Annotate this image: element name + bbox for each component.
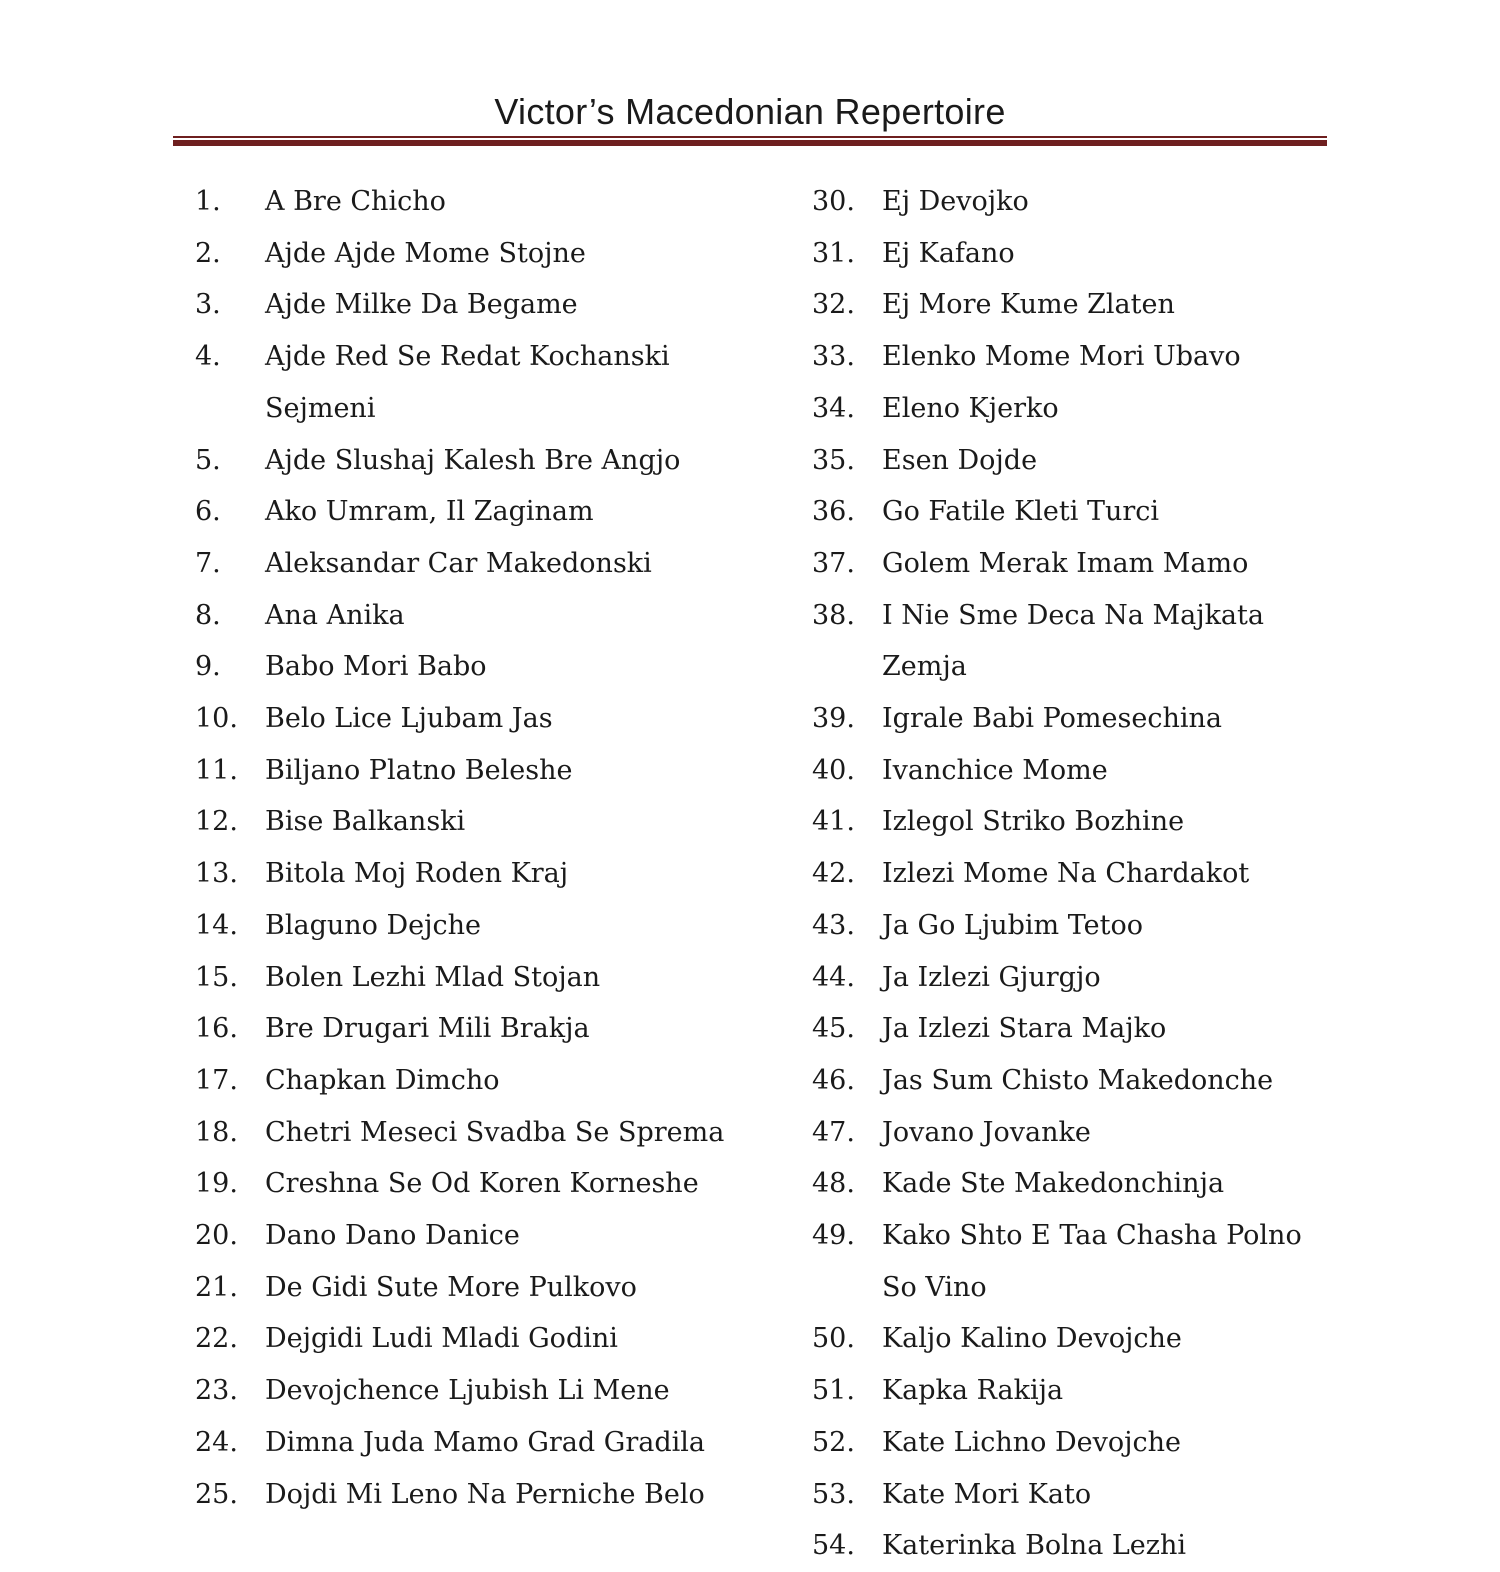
song-title: Ajde Slushaj Kalesh Bre Angjo	[265, 444, 681, 476]
song-number: 51.	[812, 1375, 855, 1407]
song-title: Ivanchice Mome	[882, 754, 1108, 786]
song-title: Jovano Jovanke	[882, 1116, 1091, 1148]
song-title: Kade Ste Makedonchinja	[882, 1168, 1225, 1200]
song-number: 2.	[195, 237, 221, 269]
song-list-item	[812, 383, 1332, 435]
song-number: 36.	[812, 496, 855, 528]
song-number: 7.	[195, 547, 221, 579]
song-number: 50.	[812, 1323, 855, 1355]
song-list-item	[195, 796, 755, 848]
song-list-item	[195, 1469, 755, 1521]
song-number: 54.	[812, 1530, 855, 1562]
title-double-rule	[173, 136, 1327, 148]
song-title: Ajde Milke Da Begame	[265, 289, 578, 321]
song-number: 40.	[812, 754, 855, 786]
song-number: 19.	[195, 1168, 238, 1200]
song-list-item	[195, 952, 755, 1004]
song-list-item	[195, 176, 755, 228]
song-number: 15.	[195, 961, 238, 993]
page-title: Victor’s Macedonian Repertoire	[494, 91, 1006, 132]
song-number: 5.	[195, 444, 221, 476]
song-number: 33.	[812, 341, 855, 373]
title-rule-thin	[173, 136, 1327, 138]
song-title: Ej Devojko	[882, 186, 1029, 217]
song-list-item	[195, 745, 755, 797]
song-title: Bise Balkanski	[265, 806, 466, 838]
song-number: 11.	[195, 754, 238, 786]
song-title: De Gidi Sute More Pulkovo	[265, 1271, 637, 1303]
song-list-item	[195, 435, 755, 487]
song-list-item	[812, 1210, 1332, 1313]
song-list-item	[812, 1520, 1332, 1572]
song-title: Ej More Kume Zlaten	[882, 289, 1175, 321]
song-title: Kapka Rakija	[882, 1375, 1064, 1407]
song-list-item	[195, 590, 755, 642]
song-number: 4.	[195, 341, 221, 373]
song-title: I Nie Sme Deca Na Majkata Zemja	[882, 599, 1264, 683]
song-title: Dojdi Mi Leno Na Perniche Belo	[265, 1478, 705, 1510]
song-number: 23.	[195, 1375, 238, 1407]
song-list-item	[812, 1107, 1332, 1159]
song-list-item	[195, 1158, 755, 1210]
song-list-item	[812, 745, 1332, 797]
song-title: Elenko Mome Mori Ubavo	[882, 341, 1241, 373]
song-number: 37.	[812, 547, 855, 579]
song-number: 30.	[812, 186, 855, 217]
song-title: Kate Lichno Devojche	[882, 1426, 1181, 1458]
song-number: 14.	[195, 909, 238, 941]
song-title: Chetri Meseci Svadba Se Sprema	[265, 1116, 725, 1148]
song-list-item	[812, 1158, 1332, 1210]
song-number: 8.	[195, 599, 221, 631]
song-title: Dejgidi Ludi Mladi Godini	[265, 1323, 618, 1355]
song-number: 6.	[195, 496, 221, 528]
song-list-item	[812, 693, 1332, 745]
song-list-item	[812, 486, 1332, 538]
song-title: Eleno Kjerko	[882, 392, 1059, 424]
song-title: Kate Mori Kato	[882, 1478, 1092, 1510]
song-title: Izlegol Striko Bozhine	[882, 806, 1185, 838]
song-list-item	[195, 1003, 755, 1055]
song-list-item	[195, 1210, 755, 1262]
song-list-item	[195, 1055, 755, 1107]
song-title: Ja Izlezi Gjurgjo	[882, 961, 1101, 993]
song-title: Aleksandar Car Makedonski	[265, 547, 652, 579]
song-list-item	[812, 279, 1332, 331]
song-title: Katerinka Bolna Lezhi	[882, 1530, 1187, 1562]
song-number: 32.	[812, 289, 855, 321]
song-number: 24.	[195, 1426, 238, 1458]
song-list-item	[812, 1313, 1332, 1365]
song-title: Ajde Red Se Redat Kochanski Sejmeni	[265, 341, 670, 424]
song-title: Esen Dojde	[882, 444, 1038, 476]
song-title: Izlezi Mome Na Chardakot	[882, 858, 1250, 890]
song-list-item	[195, 228, 755, 280]
song-number: 49.	[812, 1220, 855, 1252]
song-number: 18.	[195, 1116, 238, 1148]
song-number: 35.	[812, 444, 855, 476]
song-number: 41.	[812, 806, 855, 838]
song-number: 53.	[812, 1478, 855, 1510]
song-title: Ja Go Ljubim Tetoo	[882, 909, 1143, 941]
song-list-item	[195, 848, 755, 900]
song-number: 20.	[195, 1220, 238, 1252]
song-list-item	[812, 1003, 1332, 1055]
song-list-item	[195, 331, 755, 434]
song-number: 25.	[195, 1478, 238, 1510]
song-number: 42.	[812, 858, 855, 890]
song-list-item	[195, 641, 755, 693]
song-title: Go Fatile Kleti Turci	[882, 496, 1160, 528]
song-list-item	[812, 1469, 1332, 1521]
song-title: Chapkan Dimcho	[265, 1064, 500, 1096]
song-list-item	[812, 228, 1332, 280]
song-title: Kaljo Kalino Devojche	[882, 1323, 1182, 1355]
song-list-item	[195, 279, 755, 331]
song-title: Bre Drugari Mili Brakja	[265, 1013, 590, 1045]
song-number: 13.	[195, 858, 238, 890]
song-list-item	[195, 486, 755, 538]
song-list-item	[812, 176, 1332, 228]
song-number: 44.	[812, 961, 855, 993]
song-list-item	[812, 1417, 1332, 1469]
song-title: Bolen Lezhi Mlad Stojan	[265, 961, 601, 993]
song-number: 21.	[195, 1271, 238, 1303]
song-title: Biljano Platno Beleshe	[265, 754, 573, 786]
song-list-item	[195, 1417, 755, 1469]
song-title: Blaguno Dejche	[265, 909, 481, 941]
song-title: Ej Kafano	[882, 237, 1015, 269]
song-list-item	[195, 538, 755, 590]
song-list-item	[812, 590, 1332, 693]
song-list-item	[812, 900, 1332, 952]
song-number: 31.	[812, 237, 855, 269]
song-number: 38.	[812, 599, 855, 631]
song-number: 43.	[812, 909, 855, 941]
song-title: Golem Merak Imam Mamo	[882, 547, 1249, 579]
title-rule-thick	[173, 140, 1327, 146]
song-number: 45.	[812, 1013, 855, 1045]
song-number: 22.	[195, 1323, 238, 1355]
song-number: 52.	[812, 1426, 855, 1458]
song-title: Babo Mori Babo	[265, 651, 487, 683]
song-title: Dano Dano Danice	[265, 1220, 520, 1252]
song-title: Ana Anika	[265, 599, 405, 631]
song-list-item	[195, 1313, 755, 1365]
song-number: 46.	[812, 1064, 855, 1096]
song-number: 9.	[195, 651, 221, 683]
song-list-item	[812, 1055, 1332, 1107]
song-title: A Bre Chicho	[265, 186, 446, 217]
song-number: 39.	[812, 703, 855, 735]
song-list-item	[812, 848, 1332, 900]
song-list-left-column	[195, 176, 755, 1520]
song-number: 47.	[812, 1116, 855, 1148]
song-list-item	[195, 1262, 755, 1314]
song-list-item	[195, 900, 755, 952]
song-number: 16.	[195, 1013, 238, 1045]
song-number: 48.	[812, 1168, 855, 1200]
song-title: Devojchence Ljubish Li Mene	[265, 1375, 670, 1407]
song-number: 10.	[195, 703, 238, 735]
song-number: 12.	[195, 806, 238, 838]
song-list-item	[812, 796, 1332, 848]
song-number: 3.	[195, 289, 221, 321]
song-title: Kako Shto E Taa Chasha Polno So Vino	[882, 1220, 1302, 1303]
song-title: Jas Sum Chisto Makedonche	[882, 1064, 1274, 1096]
song-title: Ajde Ajde Mome Stojne	[265, 237, 586, 269]
song-list-item	[195, 1107, 755, 1159]
song-title: Dimna Juda Mamo Grad Gradila	[265, 1426, 705, 1458]
song-title: Belo Lice Ljubam Jas	[265, 703, 553, 735]
song-list-item	[195, 693, 755, 745]
song-list-right-column	[812, 176, 1332, 1572]
song-list-item	[812, 435, 1332, 487]
song-number: 34.	[812, 392, 855, 424]
song-list-item	[812, 952, 1332, 1004]
song-title: Igrale Babi Pomesechina	[882, 703, 1222, 735]
song-title: Ako Umram, Il Zaginam	[265, 496, 594, 528]
song-number: 1.	[195, 186, 221, 217]
song-number: 17.	[195, 1064, 238, 1096]
song-list-item	[812, 1365, 1332, 1417]
song-list-item	[195, 1365, 755, 1417]
song-title: Ja Izlezi Stara Majko	[882, 1013, 1167, 1045]
song-title: Creshna Se Od Koren Korneshe	[265, 1168, 699, 1200]
song-list-item	[812, 331, 1332, 383]
song-title: Bitola Moj Roden Kraj	[265, 858, 569, 890]
song-list-item	[812, 538, 1332, 590]
